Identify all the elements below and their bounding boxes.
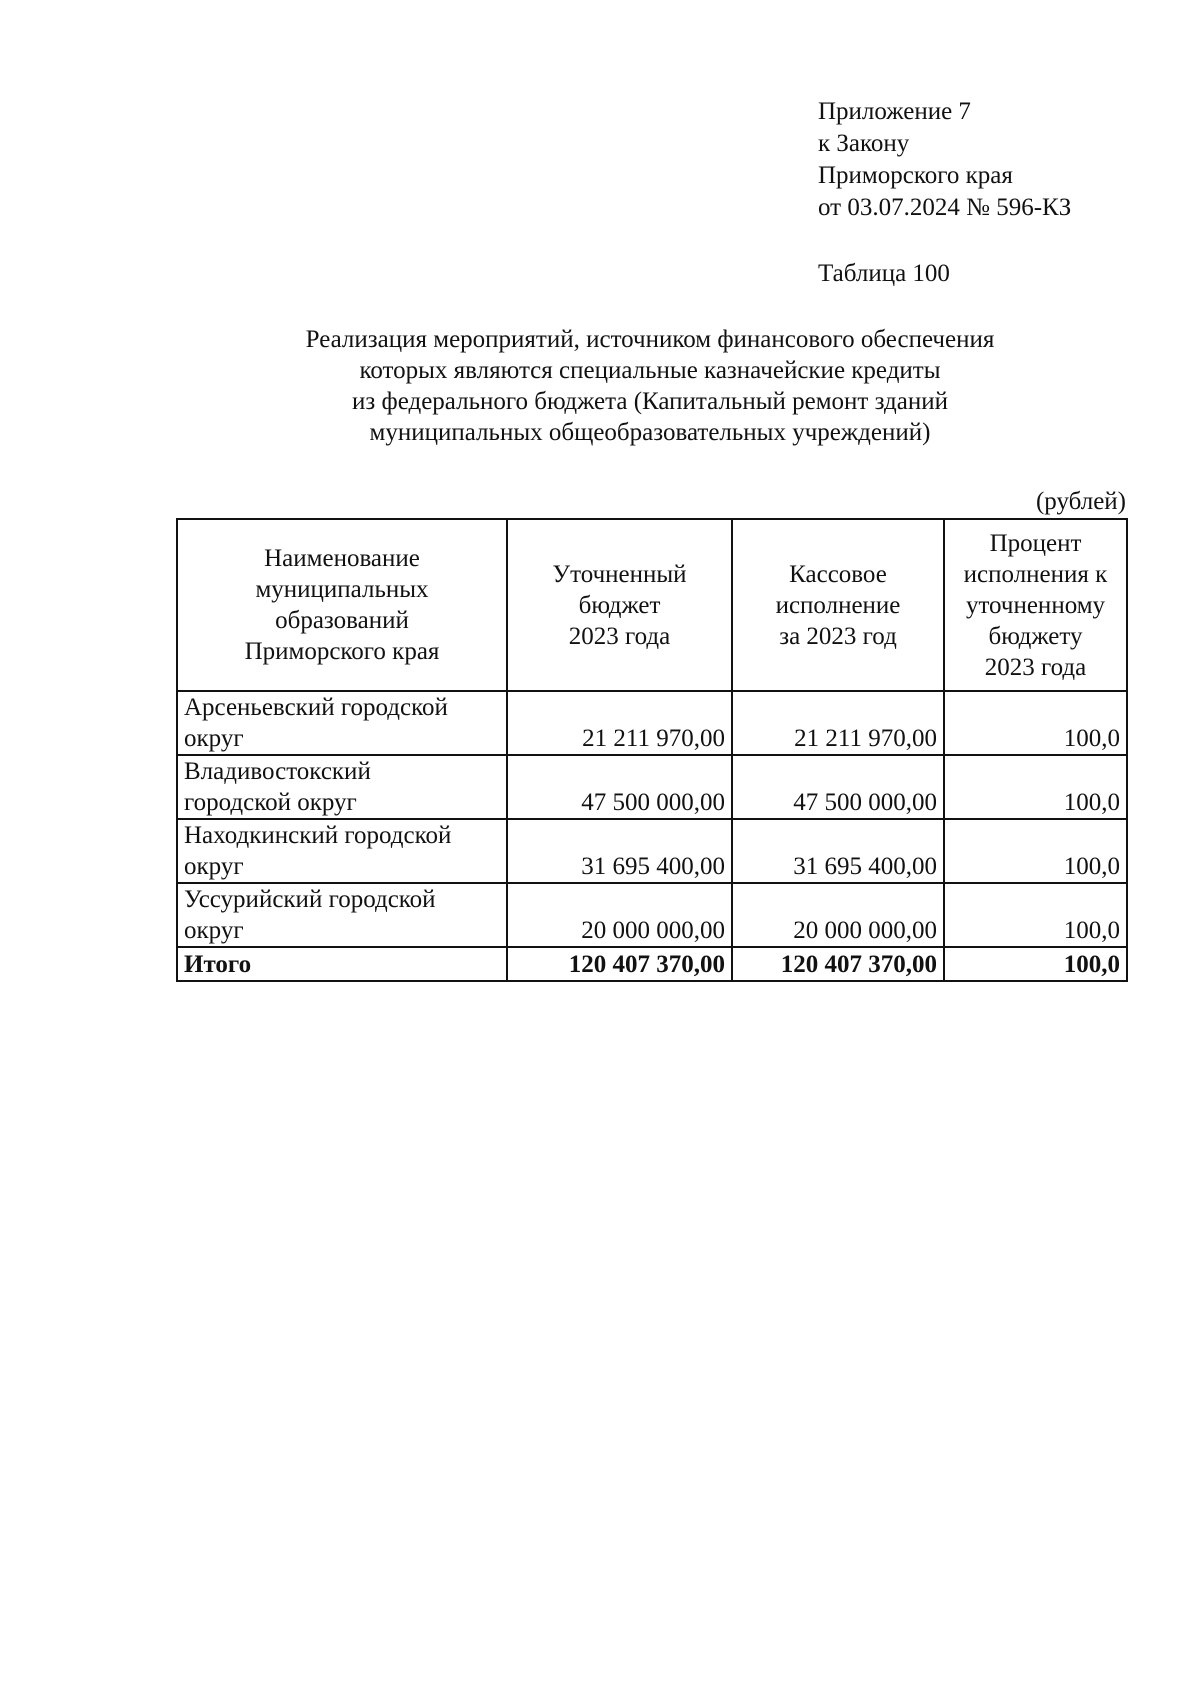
- cell-percent: 100,0: [944, 755, 1127, 819]
- cell-executed: 20 000 000,00: [732, 883, 944, 947]
- cell-total-budget: 120 407 370,00: [507, 947, 732, 981]
- table-total-row: [177, 947, 1127, 981]
- cell-executed: 31 695 400,00: [732, 819, 944, 883]
- cell-budget: 20 000 000,00: [507, 883, 732, 947]
- table-row: [177, 883, 1127, 947]
- document-title: [150, 324, 1150, 448]
- appendix-line: от 03.07.2024 № 596-КЗ: [818, 194, 1072, 221]
- table-header-row: [177, 519, 1127, 691]
- cell-municipality: Владивостокский городской округ: [177, 755, 507, 819]
- cell-executed: 47 500 000,00: [732, 755, 944, 819]
- cell-municipality: Арсеньевский городской округ: [177, 691, 507, 755]
- cell-total-label: Итого: [177, 947, 507, 981]
- appendix-line: Приложение 7: [818, 98, 971, 125]
- header-percent: Процент исполнения к уточненному бюджету 2023 года: [944, 519, 1127, 691]
- title-line: Реализация мероприятий, источником финансового обеспечения: [305, 326, 995, 353]
- cell-municipality: Уссурийский городской округ: [177, 883, 507, 947]
- cell-budget: 47 500 000,00: [507, 755, 732, 819]
- cell-budget: 31 695 400,00: [507, 819, 732, 883]
- cell-executed: 21 211 970,00: [732, 691, 944, 755]
- table-row: [177, 691, 1127, 755]
- cell-total-percent: 100,0: [944, 947, 1127, 981]
- table-row: [177, 819, 1127, 883]
- title-line: из федерального бюджета (Капитальный ремонт зданий: [352, 388, 948, 415]
- table-number: Таблица 100: [818, 260, 950, 287]
- cell-total-executed: 120 407 370,00: [732, 947, 944, 981]
- cell-percent: 100,0: [944, 691, 1127, 755]
- cell-budget: 21 211 970,00: [507, 691, 732, 755]
- title-line: которых являются специальные казначейские кредиты: [359, 357, 941, 384]
- cell-municipality: Находкинский городской округ: [177, 819, 507, 883]
- header-municipality: Наименование муниципальных образований Приморского края: [177, 519, 507, 691]
- header-budget: Уточненный бюджет 2023 года: [507, 519, 732, 691]
- cell-percent: 100,0: [944, 819, 1127, 883]
- cell-percent: 100,0: [944, 883, 1127, 947]
- appendix-line: к Закону: [818, 130, 910, 157]
- units-label: (рублей): [1035, 488, 1126, 515]
- table-row: [177, 755, 1127, 819]
- budget-table: [176, 518, 1128, 982]
- header-executed: Кассовое исполнение за 2023 год: [732, 519, 944, 691]
- title-line: муниципальных общеобразовательных учреждений): [369, 419, 931, 446]
- appendix-line: Приморского края: [818, 162, 1013, 189]
- appendix-block: [818, 96, 1071, 224]
